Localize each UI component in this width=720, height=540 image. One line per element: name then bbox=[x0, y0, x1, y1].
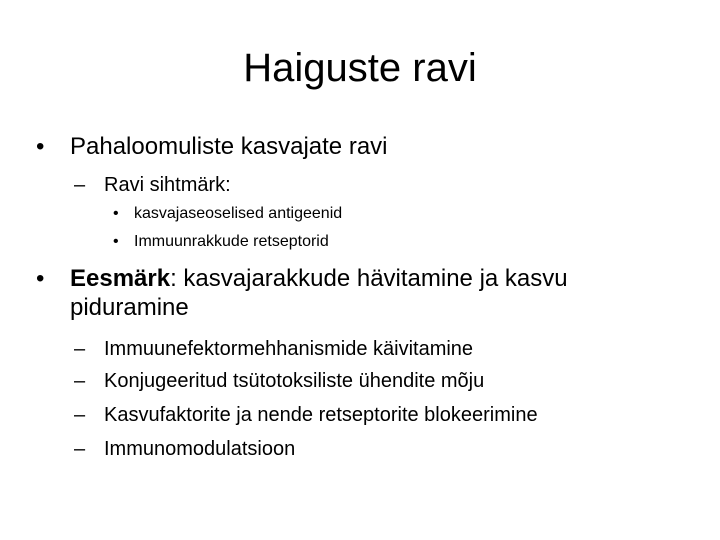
bullet-item-2-rest: : kasvajarakkude hävitamine ja kasvu bbox=[170, 265, 568, 292]
sub-sub-item-2: Immuunrakkude retseptorid bbox=[134, 233, 329, 250]
slide-title: Haiguste ravi bbox=[243, 46, 477, 90]
bullet-item-1: Pahaloomuliste kasvajate ravi bbox=[70, 133, 388, 160]
dash-marker: – bbox=[74, 404, 86, 426]
sub-item-3: Kasvufaktorite ja nende retseptorite blokeerimine bbox=[104, 404, 538, 426]
sub-item-ravi-sihtmark: Ravi sihtmärk: bbox=[104, 174, 231, 196]
bullet-item-2 bbox=[70, 264, 568, 294]
bold-keyword: Eesmärk bbox=[70, 265, 171, 292]
sub-item-4: Immunomodulatsioon bbox=[104, 438, 296, 460]
bullet-dot: • bbox=[113, 205, 119, 222]
bullet-dot: • bbox=[36, 133, 45, 160]
bullet-dot: • bbox=[113, 233, 119, 250]
dash-marker: – bbox=[74, 174, 86, 196]
dash-marker: – bbox=[74, 338, 86, 360]
sub-sub-item-1: kasvajaseoselised antigeenid bbox=[134, 205, 343, 222]
sub-item-1: Immuunefektormehhanismide käivitamine bbox=[104, 338, 474, 360]
dash-marker: – bbox=[74, 438, 86, 460]
bullet-item-2-line2: piduramine bbox=[70, 294, 189, 321]
bullet-dot: • bbox=[36, 265, 45, 292]
sub-item-2: Konjugeeritud tsütotoksiliste ühendite mõju bbox=[104, 370, 485, 392]
dash-marker: – bbox=[74, 370, 86, 392]
